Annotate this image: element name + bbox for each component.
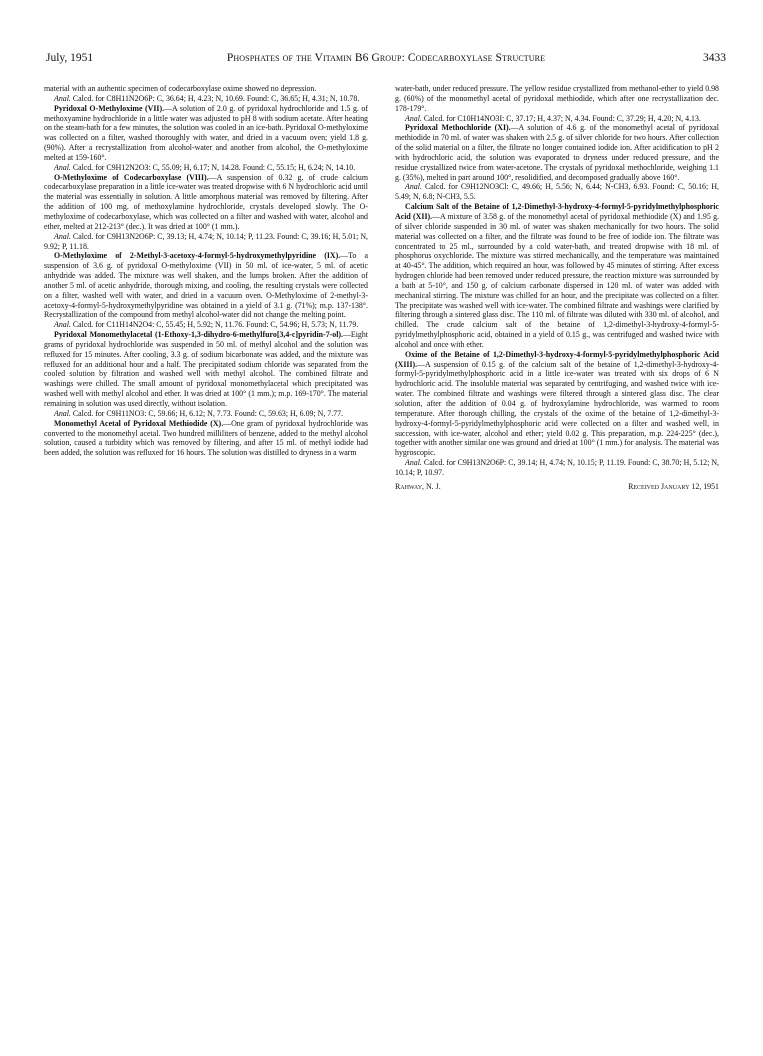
analysis-label: Anal. [405, 113, 422, 123]
paragraph-text: Calcd. for C9H11NO3: C, 59.66; H, 6.12; N, 7.73. Found: C, 59.63; H, 6.09; N, 7.77. [70, 408, 344, 418]
paragraph-text: —A suspension of 0.15 g. of the calcium salt of the betaine of 1,2-dimethyl-3-hydroxy-4-formyl-5-pyridylmethylphosphoric acid in a little ice-water was treated with six drops of 6 N hydrochloric acid. The insoluble material was separated by centrifuging, and washed twice with ice-water. The combined filtrate and washings were filtered through a sintered glass disc. The clear solution, after the addition of 0.04 g. of hydroxylamine hydrochloride, was warmed to room temperature. After thorough chilling, the crystals of the oxime of the betaine of 1,2-dimethyl-3-hydroxy-4-formyl-5-pyridylmethylphosphoric acid were collected on a filter and washed well, in succession, with ice-water, alcohol and ether; yield 0.02 g. This preparation, m.p. 224-225° (dec.), together with another similar one was ground and dried at 100° (1 mm.) for analysis. The material was hygroscopic. [395, 359, 719, 458]
paragraph [44, 232, 368, 252]
paragraph [395, 123, 719, 182]
running-header [46, 50, 726, 66]
section-heading: Pyridoxal O-Methyloxime (VII). [54, 103, 165, 113]
right-column-body [395, 84, 719, 478]
analysis-label: Anal. [54, 408, 71, 418]
paragraph [44, 320, 368, 330]
section-heading: O-Methyloxime of Codecarboxylase (VIII). [54, 172, 209, 182]
paragraph [44, 330, 368, 409]
section-heading: O-Methyloxime of 2-Methyl-3-acetoxy-4-formyl-5-hydroxymethylpyridine (IX). [54, 251, 341, 261]
paragraph-text: —Eight grams of pyridoxal hydrochloride was suspended in 50 ml. of methyl alcohol and the solution was refluxed for 15 minutes. After cooling, 3.3 g. of sodium bicarbonate was added, and the mixture was refluxed for an additional hour and a half. The precipitated sodium chloride was separated from the cooled solution by filtration and washed well with methyl alcohol. The combined filtrate and washings were chilled. The small amount of pyridoxal monomethylacetal which precipitated was washed well with methyl alcohol and ether. It was dried at 100° (1 mm.); m.p. 169-170°. The material remaining in solution was used directly, without isolation. [44, 330, 368, 408]
section-heading: Pyridoxal Methochloride (XI). [405, 123, 511, 133]
paragraph [44, 94, 368, 104]
paragraph [44, 251, 368, 320]
right-column [395, 84, 719, 494]
paragraph [44, 163, 368, 173]
footer-location: Rahway, N. J. [395, 481, 441, 491]
section-heading: Oxime of the Betaine of 1,2-Dimethyl-3-hydroxy-4-formyl-5-pyridylmethylphosphoric Acid (XIII). [395, 349, 719, 369]
paragraph-text: —A suspension of 0.32 g. of crude calcium codecarboxylase preparation in a little ice-water was treated dropwise with 6 N hydrochloric acid until the material was essentially in solution. A little amorphous material was removed by filtering. After the addition of 100 mg. of methoxylamine hydrochloride, crystals developed slowly. The O-methyloxime of codecarboxylase, which was collected on a filter and washed with water, alcohol and ether, melted at 212-213° (dec.). It was dried at 100° (1 mm.). [44, 172, 369, 231]
paragraph-text: Calcd. for C9H13N2O6P: C, 39.14; H, 4.74; N, 10.15; P, 11.19. Found: C, 38.70; H, 5.12; N, 10.14; P, 10.97. [395, 458, 719, 477]
section-heading: Pyridoxal Monomethylacetal (1-Ethoxy-1,3-dihydro-6-methylfuro[3,4-c]pyridin-7-ol). [54, 330, 343, 340]
paragraph-text: Calcd. for C9H13N2O6P: C, 39.13; H, 4.74; N, 10.14; P, 11.23. Found: C, 39.16; H, 5.01; N, 9.92; P, 11.18. [44, 231, 368, 251]
paragraph [395, 114, 719, 124]
paragraph-text: —A solution of 2.0 g. of pyridoxal hydrochloride and 1.5 g. of methoxyamine hydrochloride in a little water was adjusted to pH 8 with sodium acetate. After heating on the steam-bath for a few minutes, the solution was cooled in an ice-bath. Pyridoxal O-methyloxime was collected on a filter, washed thoroughly with water, and dried in a vacuum oven; yield 1.8 g. (90%). After a recrystallization from alcohol-water and another from alcohol, the O-methyloxime melted at 159-160°. [44, 103, 368, 162]
article-footer [395, 482, 719, 494]
paragraph-text: Calcd. for C11H14N2O4: C, 55.45; H, 5.92; N, 11.76. Found: C, 54.96; H, 5.73; N, 11.79. [70, 320, 359, 330]
paragraph [44, 84, 368, 94]
paragraph-text: —A solution of 4.6 g. of the monomethyl acetal of pyridoxal methiodide in 70 ml. of water was shaken with 2.5 g. of silver chloride for two hours. After collection of the solid material on a filter, the filtrate no longer contained iodide ion. After acidification to pH 2 with hydrochloric acid, the solution was evaporated to dryness under reduced pressure, and the residue crystallized twice from water-acetone. The crystals of pyridoxal methochloride, weighing 1.1 g. (35%), melted in part around 100°, resolidified, and decomposed gradually above 160°. [395, 123, 719, 182]
paragraph [44, 419, 368, 458]
paragraph-text: material with an authentic specimen of codecarboxylase oxime showed no depression. [44, 84, 317, 93]
footer-received-date: Received January 12, 1951 [628, 481, 719, 491]
paragraph [395, 182, 719, 202]
paragraph [395, 84, 719, 114]
paragraph [395, 202, 719, 350]
page-number: 3433 [703, 52, 726, 64]
paragraph-text: —A mixture of 3.58 g. of the monomethyl acetal of pyridoxal methiodide (X) and 1.95 g. of silver chloride suspended in 30 ml. of water was shaken mechanically for two hours. The solid material was collected on a filter, and the filtrate was found to be free of iodide ion. The filtrate was concentrated to 25 ml., surrounded by a cold water-bath, and treated dropwise with 18 ml. of phosphorus oxychloride. The mixture was stirred mechanically, and the temperature was maintained at 40-45°. The addition, which required an hour, was followed by 45 minutes of stirring. After excess hydrogen chloride had been removed under reduced pressure, the reaction mixture was surrounded by a bath at 5-10°, and 150 g. of calcium carbonate dispersed in 120 ml. of water was added with mechanical stirring. The mixture was chilled for an hour, and the precipitate was collected on a filter. The precipitate was washed well with ice-water. The combined filtrate and washings were clarified by filtering through a sintered glass disc. The 110 ml. of filtrate was diluted with 330 ml. of alcohol, and chilled. The crude calcium salt of the betaine of 1,2-dimethyl-3-hydroxy-4-formyl-5-pyridylmethylphosphoric acid, obtained in a yield of 0.15 g., was centrifuged and washed twice with alcohol and once with ether. [395, 211, 720, 349]
analysis-label: Anal. [54, 93, 71, 103]
paragraph-text: Calcd. for C8H11N2O6P: C, 36.64; H, 4.23; N, 10.69. Found: C, 36.65; H, 4.31; N, 10.78. [70, 93, 360, 103]
paragraph-text: —To a suspension of 3.6 g. of pyridoxal O-methyloxime (VII) in 50 ml. of ice-water, 5 ml. of acetic anhydride was added. The mixture was well shaken, and the lumps broken. After the addition of another 5 ml. of acetic anhydride, thorough mixing, and cooling, the resulting crystals were collected on a filter, washed well with water, and dried in a vacuum oven. O-Methyloxime of 2-methyl-3-acetoxy-4-formyl-5-hydroxymethylpyridine was obtained in a yield of 3.1 g. (71%); m.p. 137-138°. Recrystallization of the compound from methyl alcohol-water did not change the melting point. [44, 251, 368, 320]
left-column [44, 84, 368, 458]
section-heading: Calcium Salt of the Betaine of 1,2-Dimethyl-3-hydroxy-4-formyl-5-pyridylmethylphosphoric Acid (XII). [395, 202, 719, 221]
paragraph-text: Calcd. for C9H12N2O3: C, 55.09; H, 6.17; N, 14.28. Found: C, 55.15; H, 6.24; N, 14.10. [70, 162, 356, 172]
paragraph-text: water-bath, under reduced pressure. The yellow residue crystallized from methanol-ether to yield 0.98 g. (60%) of the monomethyl acetal of pyridoxal methiodide, which after one recrystallization dec. 178-179°. [395, 84, 719, 113]
header-title: Phosphates of the Vitamin B6 Group: Codecarboxylase Structure [226, 52, 546, 64]
analysis-label: Anal. [54, 162, 71, 172]
paragraph-text: Calcd. for C10H14NO3I: C, 37.17; H, 4.37; N, 4.34. Found: C, 37.29; H, 4.20; N, 4.13. [421, 113, 701, 123]
paragraph [395, 350, 719, 458]
paragraph [395, 458, 719, 478]
paragraph-text: —One gram of pyridoxal hydrochloride was converted to the monomethyl acetal. Two hundred milliliters of benzene, added to the methyl alcohol solution, caused a turbidity which was removed by filtering, and after 15 ml. of methyl iodide had been added, the solution was refluxed for 16 hours. The solution was distilled to dryness in a warm [44, 418, 368, 458]
paragraph [44, 104, 368, 163]
analysis-label: Anal. [54, 231, 71, 241]
analysis-label: Anal. [405, 458, 422, 468]
analysis-label: Anal. [54, 320, 71, 330]
paragraph [44, 173, 368, 232]
paragraph-text: Calcd. for C9H12NO3Cl: C, 49.66; H, 5.56; N, 6.44; N-CH3, 6.93. Found: C, 50.16; H, 5.49; N, 6.8; N-CH3, 5.5. [395, 182, 719, 202]
section-heading: Monomethyl Acetal of Pyridoxal Methiodide (X). [54, 418, 224, 428]
analysis-label: Anal. [405, 182, 422, 192]
paragraph [44, 409, 368, 419]
header-date: July, 1951 [46, 52, 94, 64]
